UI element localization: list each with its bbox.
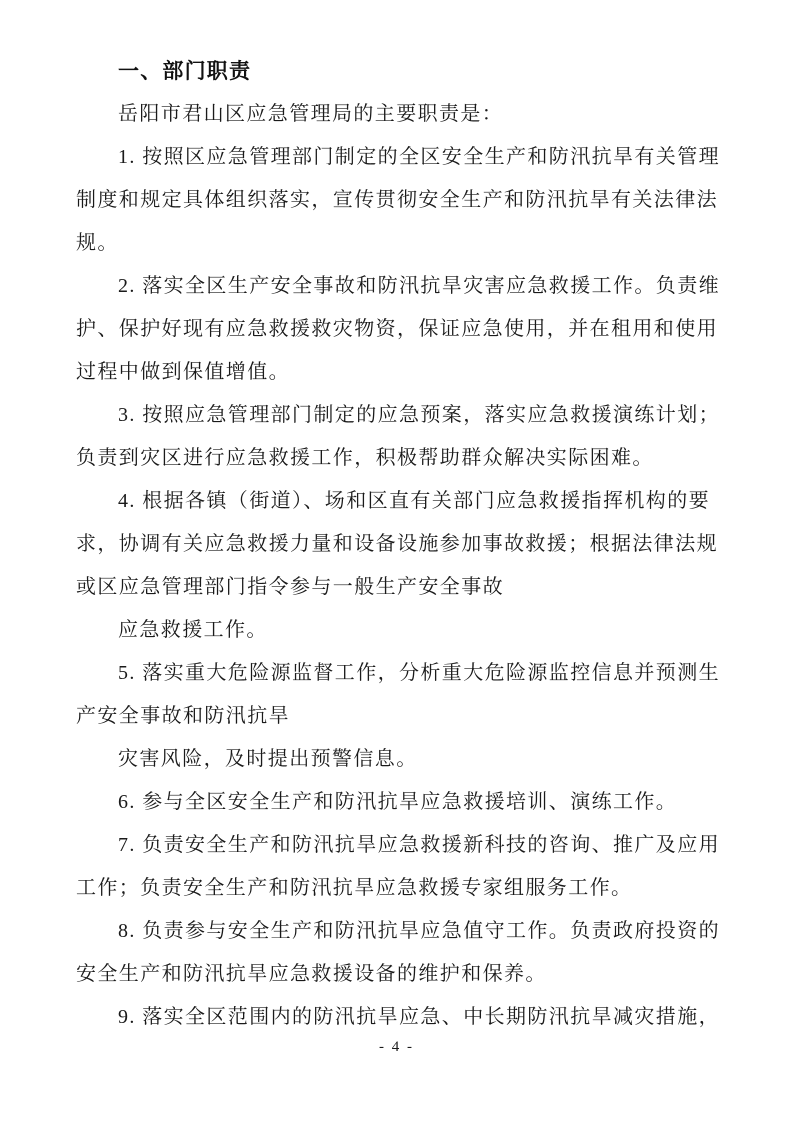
- body-line: 产安全事故和防汛抗旱: [76, 705, 290, 727]
- body-line: 安全生产和防汛抗旱应急救援设备的维护和保养。: [76, 963, 547, 985]
- body-line: 7. 负责安全生产和防汛抗旱应急救援新科技的咨询、推广及应用: [118, 834, 720, 856]
- body-line: 1. 按照区应急管理部门制定的全区安全生产和防汛抗旱有关管理: [118, 146, 720, 168]
- body-line: 6. 参与全区安全生产和防汛抗旱应急救援培训、演练工作。: [118, 791, 678, 813]
- body-line: 5. 落实重大危险源监督工作，分析重大危险源监控信息并预测生: [118, 662, 720, 684]
- body-line: 护、保护好现有应急救援救灾物资，保证应急使用，并在租用和使用: [76, 318, 718, 340]
- body-line: 工作；负责安全生产和防汛抗旱应急救援专家组服务工作。: [76, 877, 633, 899]
- body-line: 9. 落实全区范围内的防汛抗旱应急、中长期防汛抗旱减灾措施，: [118, 1006, 720, 1028]
- body-line: 岳阳市君山区应急管理局的主要职责是：: [118, 103, 504, 125]
- body-line: 8. 负责参与安全生产和防汛抗旱应急值守工作。负责政府投资的: [118, 920, 720, 942]
- body-line: 2. 落实全区生产安全事故和防汛抗旱灾害应急救援工作。负责维: [118, 275, 720, 297]
- body-line: 灾害风险，及时提出预警信息。: [118, 748, 418, 770]
- section-heading: 一、部门职责: [118, 60, 252, 83]
- document-body: [76, 50, 741, 1039]
- body-line: 过程中做到保值增值。: [76, 361, 290, 383]
- body-line: 或区应急管理部门指令参与一般生产安全事故: [76, 576, 504, 598]
- body-line: 制度和规定具体组织落实，宣传贯彻安全生产和防汛抗旱有关法律法: [76, 189, 718, 211]
- body-line: 负责到灾区进行应急救援工作，积极帮助群众解决实际困难。: [76, 447, 654, 469]
- page-number: - 4 -: [379, 1039, 414, 1055]
- body-line: 应急救援工作。: [118, 619, 268, 641]
- body-line: 求，协调有关应急救援力量和设备设施参加事故救援；根据法律法规: [76, 533, 718, 555]
- body-line: 3. 按照应急管理部门制定的应急预案，落实应急救援演练计划；: [118, 404, 720, 426]
- body-line: 4. 根据各镇（街道）、场和区直有关部门应急救援指挥机构的要: [118, 490, 710, 512]
- body-line: 规。: [76, 232, 119, 254]
